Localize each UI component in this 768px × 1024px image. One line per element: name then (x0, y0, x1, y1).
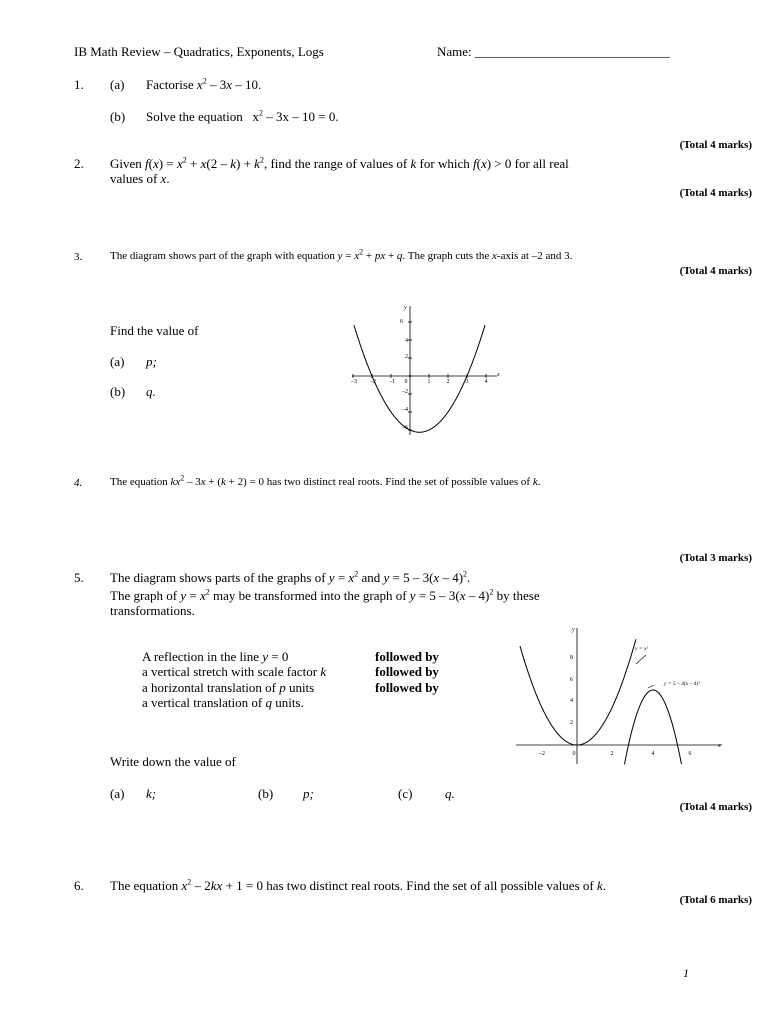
q3-xtick-neg2: –2 (370, 379, 376, 385)
q5-curve2-label: y = 5 – 3(x – 4)² (664, 681, 700, 687)
q5-line3: transformations. (110, 603, 195, 618)
q5-write-down: Write down the value of (110, 754, 236, 769)
q6-number: 6. (74, 878, 84, 893)
q2-line2: values of x. (110, 171, 170, 186)
q3-xtick-0: 0 (404, 379, 408, 385)
q5-step-3: a horizontal translation of p units (142, 680, 315, 695)
q5b-label: (b) (258, 786, 274, 801)
q3-ytick-6: 6 (400, 319, 403, 325)
q4-total: (Total 3 marks) (679, 552, 752, 564)
q3-xtick-4: 4 (484, 379, 488, 385)
q3-number: 3. (74, 251, 83, 263)
q1-number: 1. (74, 77, 84, 92)
q3-ytick-2: 2 (405, 354, 408, 360)
q3-ytick-neg4: –4 (402, 407, 408, 413)
q5-followed-by-2: followed by (375, 664, 439, 679)
q3-total: (Total 4 marks) (679, 265, 752, 277)
q3b-var: q. (146, 384, 156, 399)
q4-number: 4. (74, 477, 83, 489)
q5-xtick-neg2: –2 (539, 751, 545, 757)
q5-y-axis-label: y (572, 627, 575, 633)
q3-xtick-2: 2 (446, 379, 450, 385)
q5-label-pointer-2 (648, 685, 654, 688)
q5-number: 5. (74, 570, 84, 585)
q5-ytick-6: 6 (570, 677, 573, 683)
q1a-label: (a) (110, 77, 125, 92)
q3-text: The diagram shows part of the graph with equation $y = x^2$ + px + q. The graph cuts the x-axis at –2 and 3. (110, 247, 573, 262)
q2-number: 2. (74, 156, 84, 171)
q6-total: (Total 6 marks) (679, 894, 752, 906)
q6-text: The equation $x^2 - 2kx + 1 = 0$ has two distinct real roots. Find the set of all possible values of k. (110, 877, 606, 893)
q5-followed-by-1: followed by (375, 649, 439, 664)
q3-parabola-graph (340, 300, 505, 440)
q5-x-axis-label: x (718, 743, 721, 749)
page-number: 1 (683, 966, 689, 980)
q5-total: (Total 4 marks) (679, 801, 752, 813)
q3-xtick-3: 3 (465, 379, 469, 385)
q4-text: The equation $kx^2 - 3x + (k + 2) = 0$ has two distinct real roots. Find the set of possible values of k. (110, 473, 541, 488)
q3-ytick-neg6: –6 (402, 425, 408, 431)
q5c-var: q. (445, 786, 455, 801)
q3-ytick-4: 4 (405, 338, 408, 344)
q5-xtick-2: 2 (610, 751, 614, 757)
q1a-text: Factorise $x^2 - 3x - 10$. (146, 76, 262, 92)
q5-ytick-2: 2 (570, 720, 573, 726)
q2-total: (Total 4 marks) (679, 187, 752, 199)
q3-x-axis-label: x (497, 372, 500, 378)
q5-curve1-label: y = x² (635, 646, 648, 652)
q5c-label: (c) (398, 786, 413, 801)
q5-step-4: a vertical translation of q units. (142, 695, 304, 710)
q3-y-axis-label: y (404, 305, 407, 311)
q5a-var: k; (146, 786, 157, 801)
q3-xtick-1: 1 (427, 379, 431, 385)
q3-xtick-neg3: –3 (351, 379, 357, 385)
q5-xtick-0: 0 (572, 751, 576, 757)
q5a-label: (a) (110, 786, 125, 801)
q5-label-pointer-1 (636, 655, 646, 664)
q2-line1: Given $f(x) = x^2 + x(2 - k) + k^2$, find the range of values of k for which f(x) > 0 for all real (110, 155, 569, 171)
q5-curve-y-x2 (520, 639, 636, 745)
q5-xtick-6: 6 (688, 751, 692, 757)
q5-step-2: a vertical stretch with scale factor k (142, 664, 327, 679)
q1b-text: Solve the equation $x^2 - 3x - 10 = 0$. (146, 108, 339, 124)
name-field-label: Name: ______________________________ (437, 44, 670, 59)
q5b-var: p; (303, 786, 314, 801)
worksheet-title: IB Math Review – Quadratics, Exponents, Logs (74, 44, 324, 59)
q5-ytick-4: 4 (570, 698, 573, 704)
q3a-label: (a) (110, 354, 125, 369)
q5-step-1: A reflection in the line y = 0 (142, 649, 289, 664)
q5-transform-graph (510, 622, 730, 770)
q5-line2: The graph of $y = x^2$ may be transformed into the graph of y = 5 – 3(x – 4)$^2$ by these (110, 587, 540, 603)
q5-followed-by-3: followed by (375, 680, 439, 695)
q5-ytick-8: 8 (570, 655, 573, 661)
q3a-var: p; (146, 354, 157, 369)
q3-xtick-neg1: –1 (389, 379, 395, 385)
q5-xtick-4: 4 (651, 751, 655, 757)
q3-find-text: Find the value of (110, 323, 199, 338)
q3b-label: (b) (110, 384, 126, 399)
q1b-label: (b) (110, 109, 126, 124)
q1-total: (Total 4 marks) (679, 139, 752, 151)
q5-line1: The diagram shows parts of the graphs of $y = x^2$ and y = 5 – 3(x – 4)$^2$. (110, 569, 471, 585)
q3-ytick-neg2: –2 (402, 389, 408, 395)
